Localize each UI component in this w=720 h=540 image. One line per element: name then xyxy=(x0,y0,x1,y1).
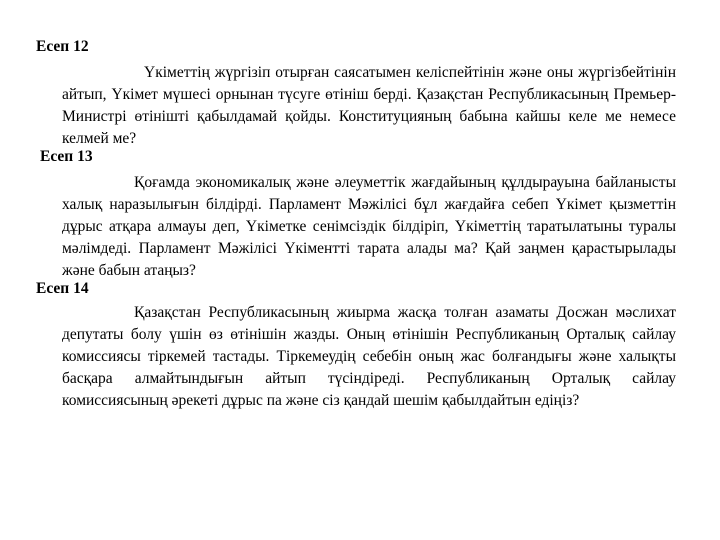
problem-13-text: Қоғамда экономикалық және әлеуметтік жағдайының құлдырауына байланысты халық наразылығын білдірді. Парламент Мәжілісі бұл жағдайға себеп Үкімет қызметтін дұрыс атқара алмауы деп, Үкіметке сенімсіздік білдіріп, Үкіметтің таратылатыны туралы мәлімдеді. Парламент Мәжілісі Үкіментті тарата алады ма? Қай заңмен қарастырылады және бабын атаңыз? xyxy=(62,174,676,279)
problem-12-text: Үкіметтің жүргізіп отырған саясатымен келіспейтінін және оны жүргізбейтінін айтып, Үкімет мүшесі орнынан түсуге өтініш берді. Қазақстан Республикасының Премьер-Министрі өтінішті қабылдамай қойды. Конституцияның бабына кайшы келе ме немесе келмей ме? xyxy=(62,64,676,147)
problem-14-text: Қазақстан Республикасының жиырма жасқа толған азаматы Досжан мәслихат депутаты болу үшін өз өтінішін жазды. Оның өтінішін Республиканың Орталық сайлау комиссиясы тіркемей тастады. Тіркемеудің себебін оның жас болғандығы және халықты басқара алмайтындығын айтып түсіндіреді. Республиканың Орталық сайлау комиссиясының әрекеті дұрыс па және сіз қандай шешім қабылдайтын едіңіз? xyxy=(62,304,676,409)
problem-13-heading: Есеп 13 xyxy=(40,148,93,165)
problem-14-heading: Есеп 14 xyxy=(36,280,89,297)
problem-12-heading: Есеп 12 xyxy=(36,38,89,55)
